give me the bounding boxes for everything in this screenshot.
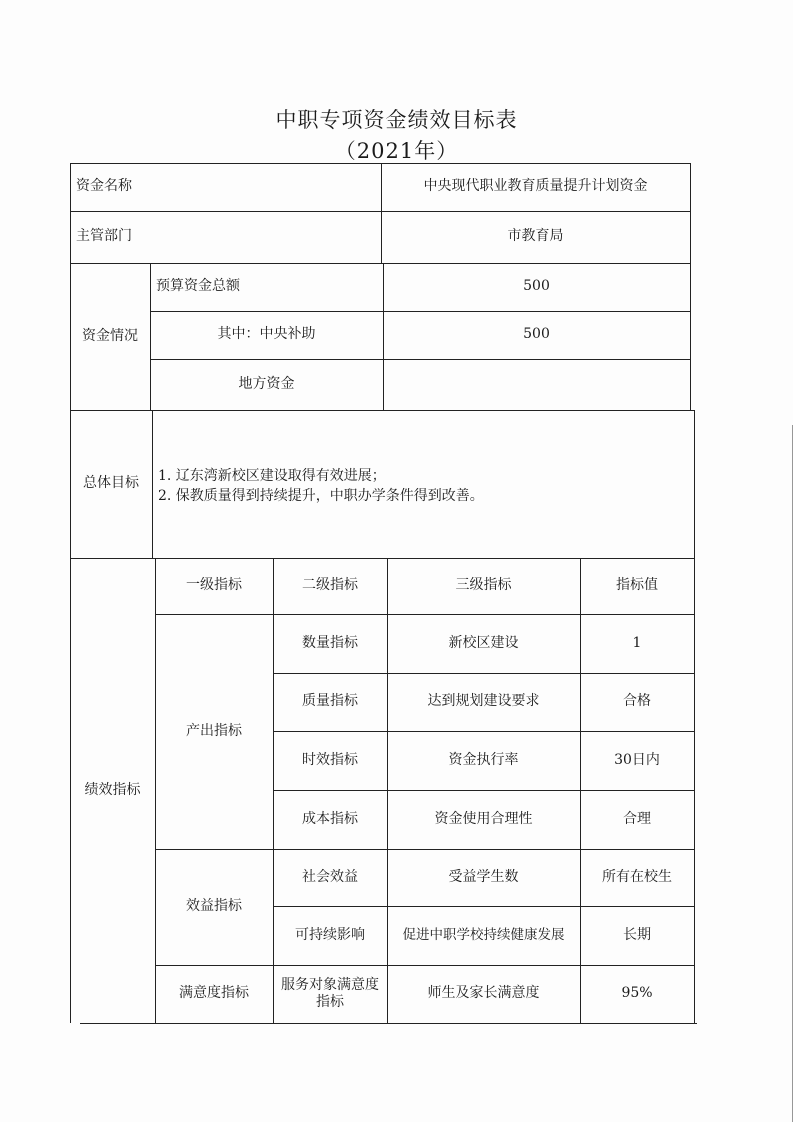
table-row-level2: 服务对象满意度指标 xyxy=(281,976,379,1010)
header-value: 指标值 xyxy=(616,577,658,594)
page-title: 中职专项资金绩效目标表 xyxy=(275,108,518,132)
table-row-level3: 资金执行率 xyxy=(448,751,519,768)
header-level1: 一级指标 xyxy=(186,577,242,594)
table-row-level3: 促进中职学校持续健康发展 xyxy=(402,927,565,944)
page-subtitle-year: （2021年） xyxy=(334,139,459,163)
goal-line-2: 2. 保教质量得到持续提升，中职办学条件得到改善。 xyxy=(158,488,484,504)
level1-benefit: 效益指标 xyxy=(186,898,242,915)
table-row-value: 合格 xyxy=(623,693,651,710)
table-row-level2: 数量指标 xyxy=(302,634,358,651)
dept-value: 市教育局 xyxy=(507,228,564,245)
level1-satisfaction: 满意度指标 xyxy=(179,985,249,1002)
local-funds-value xyxy=(383,359,690,410)
table-row-level3: 资金使用合理性 xyxy=(434,810,533,827)
table-row-value: 1 xyxy=(632,634,642,651)
funds-label: 资金情况 xyxy=(82,327,138,344)
header-level2: 二级指标 xyxy=(302,577,358,594)
table-row-level3: 新校区建设 xyxy=(448,634,519,651)
budget-total-value: 500 xyxy=(523,278,550,295)
table-row-value: 长期 xyxy=(623,926,651,943)
fund-name-value: 中央现代职业教育质量提升计划资金 xyxy=(423,178,648,195)
table-border-bottom xyxy=(80,1023,697,1024)
table-row-value: 合理 xyxy=(623,810,651,827)
table-row-level3: 达到规划建设要求 xyxy=(427,693,540,710)
table-row-level2: 成本指标 xyxy=(302,810,358,827)
local-funds-label: 地方资金 xyxy=(238,375,295,392)
table-border-right-bottom xyxy=(694,410,695,1023)
fund-name-label: 资金名称 xyxy=(76,178,132,195)
level1-output: 产出指标 xyxy=(186,722,242,739)
goal-line-1: 1. 辽东湾新校区建设取得有效进展； xyxy=(158,468,386,484)
table-row-value: 所有在校生 xyxy=(602,868,672,885)
col-divider xyxy=(152,410,153,558)
dept-label: 主管部门 xyxy=(76,228,132,245)
table-border-right-top xyxy=(690,163,691,411)
table-row-value: 30日内 xyxy=(614,751,660,768)
table-row-level3: 师生及家长满意度 xyxy=(427,985,540,1002)
perf-label: 绩效指标 xyxy=(84,781,141,798)
table-row-level2: 可持续影响 xyxy=(295,926,365,943)
central-subsidy-value: 500 xyxy=(523,326,550,343)
table-row-level2: 社会效益 xyxy=(302,868,358,885)
row-divider xyxy=(70,410,694,411)
table-row-level2: 质量指标 xyxy=(302,693,358,710)
table-row-value: 95% xyxy=(621,985,653,1002)
header-level3: 三级指标 xyxy=(455,577,512,594)
central-subsidy-label: 其中：中央补助 xyxy=(217,326,316,343)
goal-text xyxy=(158,466,484,506)
goal-label: 总体目标 xyxy=(83,475,139,492)
table-row-level3: 受益学生数 xyxy=(448,868,519,885)
budget-total-label: 预算资金总额 xyxy=(156,278,240,295)
table-row-level2: 时效指标 xyxy=(302,751,358,768)
